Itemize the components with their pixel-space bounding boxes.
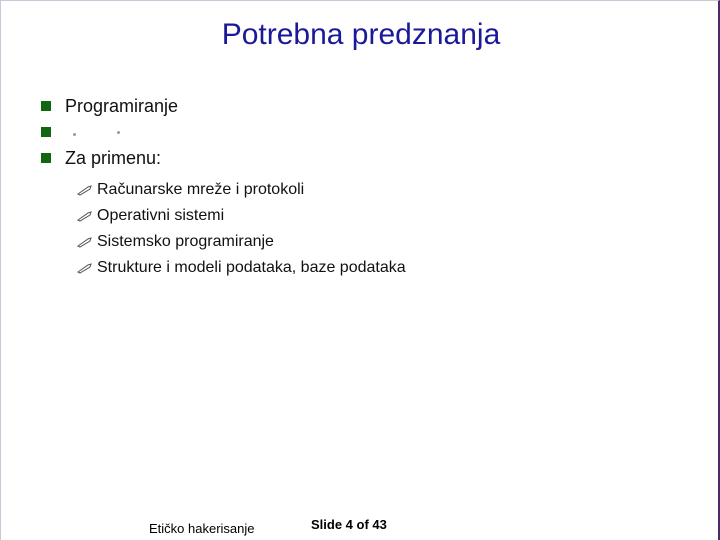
footer-presentation-name: Etičko hakerisanje xyxy=(149,521,255,536)
subbullet-text: Sistemsko programiranje xyxy=(97,233,274,250)
subbullet-text: Strukture i modeli podataka, baze podataka xyxy=(97,259,406,276)
bullet-item xyxy=(41,93,681,119)
subbullet-item xyxy=(77,203,681,229)
pen-icon xyxy=(77,210,93,222)
subbullet-list xyxy=(77,177,681,281)
bullet-item xyxy=(41,145,681,171)
bullet-item xyxy=(41,119,681,145)
pen-icon xyxy=(77,262,93,274)
square-bullet-icon xyxy=(41,153,51,163)
pen-icon xyxy=(77,184,93,196)
subbullet-item xyxy=(77,255,681,281)
subbullet-text: Operativni sistemi xyxy=(97,207,225,224)
bullet-text: Programiranje xyxy=(65,95,179,116)
square-bullet-icon xyxy=(41,101,51,111)
subbullet-item xyxy=(77,229,681,255)
bullet-list xyxy=(41,93,681,281)
slide-title: Potrebna predznanja xyxy=(221,18,501,51)
faint-mark xyxy=(73,133,133,139)
pen-icon xyxy=(77,236,93,248)
footer-slide-number: Slide 4 of 43 xyxy=(311,517,387,532)
square-bullet-icon xyxy=(41,127,51,137)
bullet-text: Za primenu: xyxy=(65,147,162,168)
subbullet-item xyxy=(77,177,681,203)
subbullet-text: Računarske mreže i protokoli xyxy=(97,181,305,198)
